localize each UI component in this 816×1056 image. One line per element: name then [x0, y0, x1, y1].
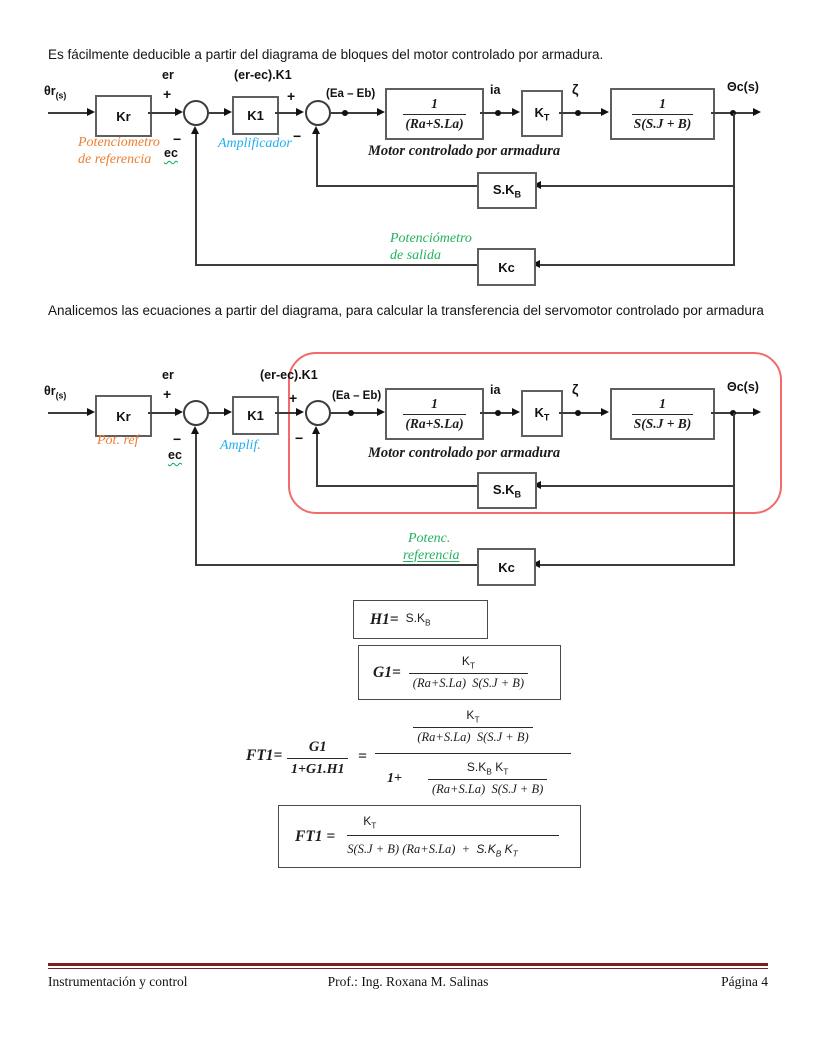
arrowhead [175, 408, 183, 416]
note-pot-ref-line1: Potenciometro [78, 135, 160, 150]
block-diagram-2 [0, 300, 816, 600]
arrowhead [377, 408, 385, 416]
note-amplifier: Amplificador [218, 136, 292, 151]
arrowhead [191, 426, 199, 434]
ec-label: ec [168, 448, 182, 462]
wire [331, 412, 377, 414]
ft1-final-den: S(S.J + B) $(Ra+S.La) + S.K_B$ $K_T$ [347, 835, 559, 859]
wire [148, 412, 176, 414]
summing-junction-2 [305, 100, 331, 126]
ft1-equals: = [358, 748, 367, 765]
arrowhead [296, 408, 304, 416]
summing-junction-2 [305, 400, 331, 426]
block-diagram-1 [0, 0, 816, 300]
minus-sign: − [293, 128, 302, 144]
bf-den-num: $S.K_B$ $K_T$ [466, 760, 509, 777]
erec-k1-label: (er-ec).K1 [260, 368, 318, 382]
arrowhead [753, 108, 761, 116]
note-motor: Motor controlado por armadura [368, 143, 561, 159]
arrowhead [175, 108, 183, 116]
minus-sign: − [295, 430, 304, 446]
kc-block: Kc [477, 548, 536, 586]
h1-rhs: $S.K_B$ [405, 611, 431, 628]
g1-lhs: G1= [373, 663, 401, 681]
output-signal-label: Θc(s) [727, 380, 759, 394]
summing-junction-1 [183, 100, 209, 126]
arrowhead [312, 426, 320, 434]
g1-equation-box [358, 645, 561, 700]
ec-label: ec [164, 146, 178, 160]
wire [541, 485, 734, 487]
wire [195, 433, 197, 566]
skb-block: $S.K_B$ [477, 472, 537, 509]
summing-junction-1 [183, 400, 209, 426]
wire [540, 264, 734, 266]
arrowhead [601, 108, 609, 116]
note-amplifier: Amplif. [220, 438, 261, 453]
arrowhead [224, 408, 232, 416]
er-label: er [162, 68, 174, 82]
zeta-label: ζ [572, 381, 579, 397]
wire [275, 412, 297, 414]
ft1-frac-num: G1 [308, 739, 327, 755]
erec-k1-label: (er-ec).K1 [234, 68, 292, 82]
arrowhead [312, 126, 320, 134]
arrowhead [224, 108, 232, 116]
wire [733, 113, 735, 266]
bf-den-den: (Ra+S.La) S(S.J + B) [428, 779, 547, 798]
wire [540, 564, 734, 566]
footer-rule-thick [48, 963, 768, 966]
skb-block: $S.K_B$ [477, 172, 537, 209]
node-dot [575, 110, 581, 116]
wire [275, 112, 297, 114]
footer-professor: Prof.: Ing. Roxana M. Salinas [327, 974, 489, 989]
er-label: er [162, 368, 174, 382]
ea-eb-label: (Ea – Eb) [326, 88, 376, 100]
plus-sign: + [163, 386, 172, 402]
wire [196, 264, 477, 266]
g1-numerator: $K_T$ [461, 653, 475, 671]
wire [209, 412, 225, 414]
arrowhead [377, 108, 385, 116]
wire [541, 185, 734, 187]
arrowhead [601, 408, 609, 416]
k1-block: K1 [232, 96, 279, 135]
kt-block: $K_T$ [521, 390, 563, 437]
ft1-lhs: FT1= [246, 747, 283, 764]
arrowhead [512, 408, 520, 416]
wire [316, 133, 318, 187]
wire [331, 112, 377, 114]
minus-sign: − [173, 431, 182, 447]
output-signal-label: Θc(s) [727, 80, 759, 94]
arrowhead [87, 108, 95, 116]
input-signal-label: $\theta r_{(s)}$ [44, 84, 67, 101]
paragraph-2: Analicemos las ecuaciones a partir del diagrama, para calcular la transferencia del servomotor controlado por armadura [48, 303, 764, 318]
ft1-final-num: $K_T$ [363, 814, 377, 831]
arrowhead [191, 126, 199, 134]
plus-sign: + [163, 86, 172, 102]
ft1-frac-den: 1+G1.H1 [287, 758, 348, 779]
paragraph-1: Es fácilmente deducible a partir del diagrama de bloques del motor controlado por armadura. [48, 47, 604, 62]
g1-denominator: (Ra+S.La) S(S.J + B) [409, 673, 528, 692]
arrowhead [512, 108, 520, 116]
fraction-bar [375, 753, 571, 755]
note-pot-out-line2: referencia [403, 548, 460, 563]
kc-block: Kc [477, 248, 536, 286]
zeta-label: ζ [572, 81, 579, 97]
mechanical-tf-block: 1 S(S.J + B) [610, 88, 715, 140]
minus-sign: − [173, 131, 182, 147]
arrowhead [296, 108, 304, 116]
h1-equation-box [353, 600, 488, 639]
note-pot-ref-line2: de referencia [78, 152, 152, 167]
node-dot [575, 410, 581, 416]
ea-eb-label: (Ea – Eb) [332, 390, 382, 402]
ia-label: ia [490, 83, 501, 97]
kr-block: Kr [95, 95, 152, 137]
footer-page-number: Página 4 [721, 974, 768, 989]
note-pot-out-line1: Potenc. [408, 531, 451, 546]
arrowhead [87, 408, 95, 416]
plus-sign: + [289, 390, 298, 406]
ft1-big-fraction [375, 708, 571, 798]
armature-tf-block: 1 (Ra+S.La) [385, 388, 484, 440]
ia-label: ia [490, 383, 501, 397]
plus-sign: + [287, 88, 296, 104]
bf-one-plus: 1+ [387, 771, 402, 787]
wire [318, 185, 477, 187]
note-pot-ref: Pot. ref [97, 433, 139, 448]
arrowhead [753, 408, 761, 416]
ft1-final-lhs: FT1 = [295, 827, 336, 845]
wire [148, 112, 176, 114]
node-dot [348, 410, 354, 416]
kt-block: $K_T$ [521, 90, 563, 137]
wire [48, 112, 87, 114]
armature-tf-block: 1 (Ra+S.La) [385, 88, 484, 140]
kr-block: Kr [95, 395, 152, 437]
input-signal-label: $\theta r_{(s)}$ [44, 384, 67, 401]
wire [209, 112, 225, 114]
k1-block: K1 [232, 396, 279, 435]
wire [316, 433, 318, 487]
footer-rule-thin [48, 968, 768, 969]
ft1-final-box [278, 805, 581, 868]
note-pot-out-line1: Potenciómetro [390, 231, 472, 246]
wire [733, 413, 735, 566]
footer-course: Instrumentación y control [48, 974, 188, 989]
bf-num-den: (Ra+S.La) S(S.J + B) [413, 727, 532, 746]
mechanical-tf-block: 1 S(S.J + B) [610, 388, 715, 440]
node-dot [495, 110, 501, 116]
node-dot [342, 110, 348, 116]
wire [318, 485, 477, 487]
note-motor: Motor controlado por armadura [368, 445, 561, 461]
node-dot [495, 410, 501, 416]
wire [48, 412, 87, 414]
bf-num-num: $K_T$ [466, 708, 480, 725]
wire [195, 133, 197, 266]
wire [196, 564, 477, 566]
note-pot-out-line2: de salida [390, 248, 441, 263]
h1-lhs: H1= [370, 610, 399, 628]
